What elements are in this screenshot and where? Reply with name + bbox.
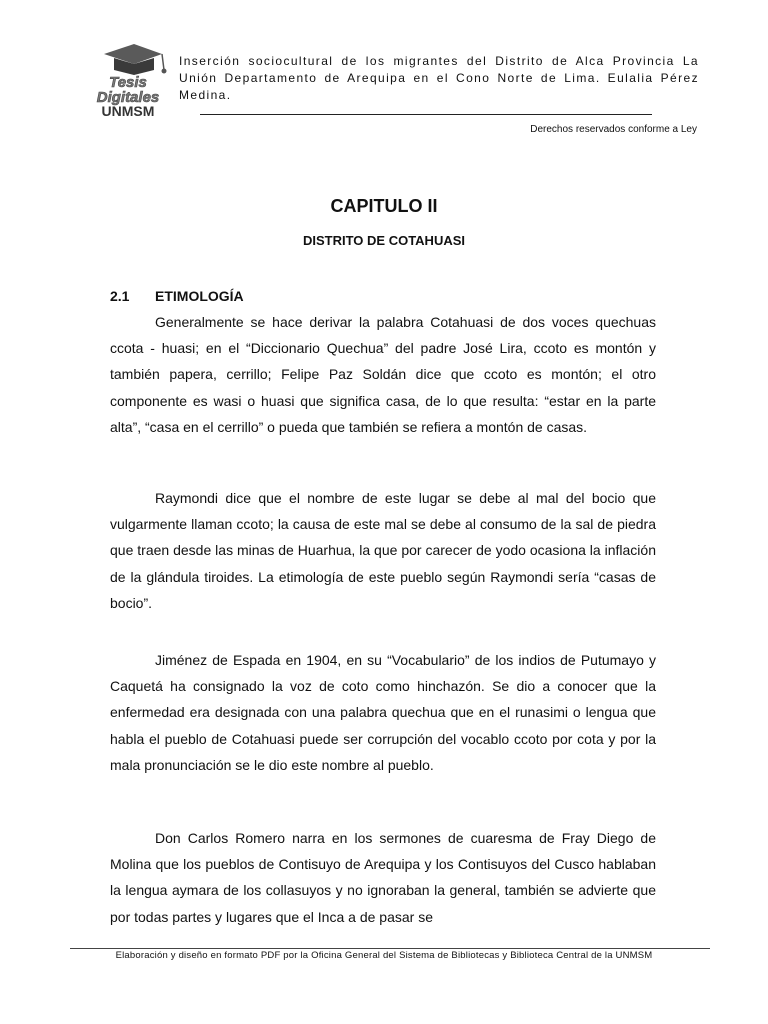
rights-notice: Derechos reservados conforme a Ley xyxy=(530,124,697,135)
chapter-subtitle: DISTRITO DE COTAHUASI xyxy=(302,233,466,248)
section-title: ETIMOLOGÍA xyxy=(155,288,244,304)
logo-line3: UNMSM xyxy=(101,103,155,119)
paragraph: Raymondi dice que el nombre de este lugar se debe al mal del bocio que vulgarmente llaman ccoto; la causa de este mal se debe al consumo de la sal de piedra que traen desde las minas de Huarhua, la que por carecer de yodo ocasiona la inflación de la glándula tiroides. La etimología de este pueblo según Raymondi sería “casas de bocio”. xyxy=(110,490,656,611)
header-citation: Inserción sociocultural de los migrantes del Distrito de Alca Provincia La Unión Departamento de Arequipa en el Cono Norte de Lima. Eulalia Pérez Medina. xyxy=(179,54,699,102)
paragraph: Don Carlos Romero narra en los sermones de cuaresma de Fray Diego de Molina que los pueblos de Contisuyo de Arequipa y los Contisuyos del Cusco hablaban la lengua aymara de los collasuyos y no ignoraban la general, también se advierte que por todas partes y lugares que el Inca a de pasar se xyxy=(110,830,656,925)
header-divider xyxy=(200,114,652,115)
graduation-cap-icon xyxy=(104,44,167,75)
logo-line2: Digitales xyxy=(96,89,160,106)
footer-divider xyxy=(70,948,710,949)
chapter-title: CAPITULO II xyxy=(330,196,438,216)
logo-line1: Tesis xyxy=(109,74,147,91)
tesis-digitales-unmsm-logo xyxy=(84,42,174,120)
paragraph: Jiménez de Espada en 1904, en su “Vocabulario” de los indios de Putumayo y Caquetá ha consignado la voz de coto como hinchazón. Se dio a conocer que la enfermedad era designada con una palabra quechua que en el runasimi o lengua que habla el pueblo de Cotahuasi puede ser corrupción del vocablo ccoto por cota y por la mala pronunciación se le dio este nombre al pueblo. xyxy=(110,652,656,773)
footer-credit: Elaboración y diseño en formato PDF por la Oficina General del Sistema de Bibliotecas y Biblioteca Central de la UNMSM xyxy=(115,950,653,961)
paragraph: Generalmente se hace derivar la palabra Cotahuasi de dos voces quechuas ccota - huasi; en el “Diccionario Quechua” del padre José Lira, ccoto es montón y también papera, cerrillo; Felipe Paz Soldán dice que ccoto es montón; el otro componente es wasi o huasi que significa casa, de lo que resulta: “estar en la parte alta”, “casa en el cerrillo” o pueda que también se refiera a montón de casas. xyxy=(110,314,656,435)
section-number: 2.1 xyxy=(110,288,130,304)
